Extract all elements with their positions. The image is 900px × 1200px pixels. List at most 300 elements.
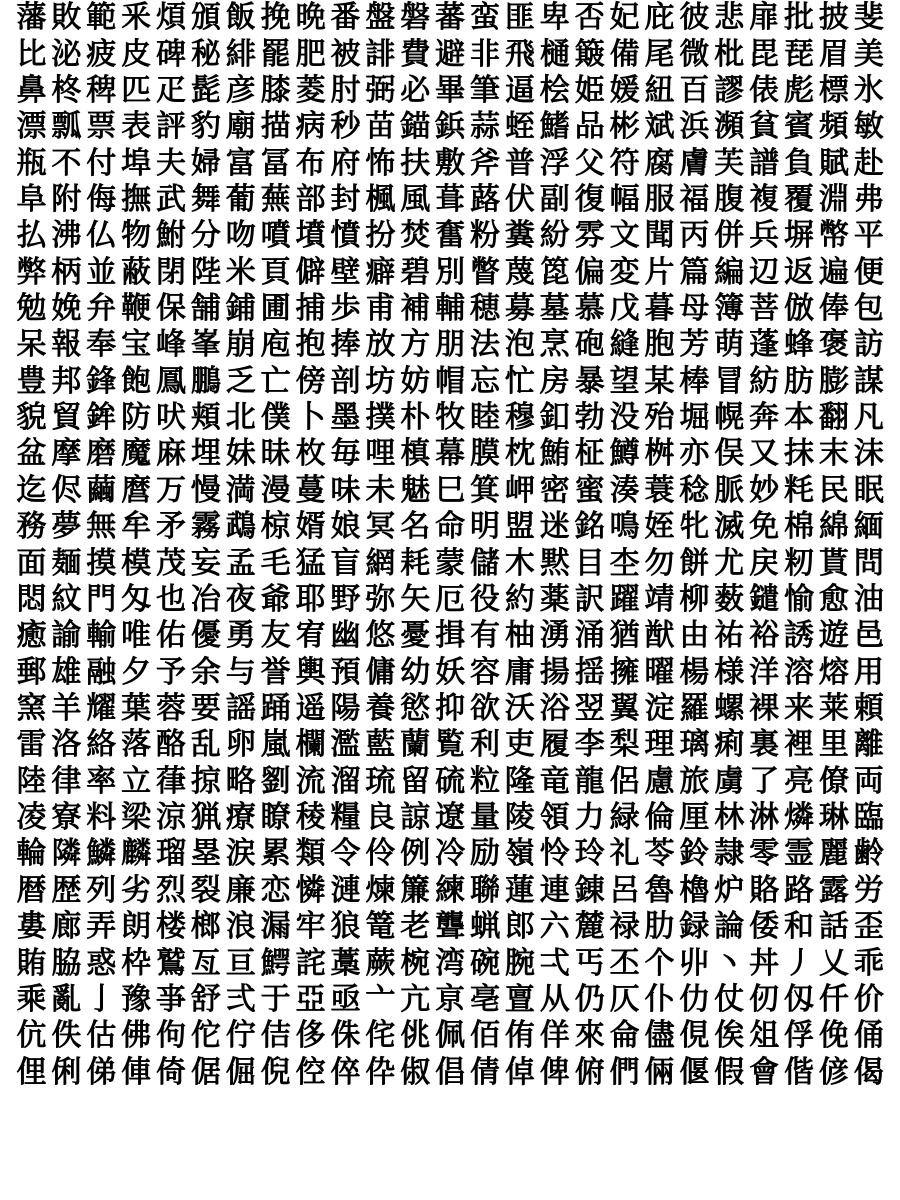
kanji-glyph: 法 [470, 327, 501, 363]
kanji-glyph: 輪 [16, 836, 47, 872]
kanji-glyph: 乱 [190, 727, 221, 763]
kanji-glyph: 箆 [539, 254, 570, 290]
kanji-glyph: 肘 [330, 72, 361, 108]
glyph-row [14, 364, 894, 400]
kanji-glyph: 嶺 [504, 836, 535, 872]
kanji-glyph: 佛 [121, 1018, 152, 1054]
kanji-glyph: 勿 [644, 545, 675, 581]
kanji-glyph: 沫 [853, 436, 884, 472]
kanji-glyph: 丙 [679, 218, 710, 254]
kanji-glyph: 碗 [470, 945, 501, 981]
kanji-glyph: 紛 [539, 218, 570, 254]
kanji-glyph: 祐 [714, 618, 745, 654]
kanji-glyph: 墳 [295, 218, 326, 254]
kanji-glyph: 苗 [365, 109, 396, 145]
kanji-glyph: 名 [400, 509, 431, 545]
kanji-glyph: 倥 [295, 1054, 326, 1090]
kanji-glyph: 枕 [504, 436, 535, 472]
kanji-glyph: 阜 [16, 181, 47, 217]
kanji-glyph: 楊 [679, 654, 710, 690]
kanji-glyph: 秘 [190, 36, 221, 72]
kanji-glyph: 流 [295, 763, 326, 799]
kanji-glyph: 霧 [190, 509, 221, 545]
kanji-glyph: 糧 [330, 800, 361, 836]
kanji-glyph: 乂 [818, 945, 849, 981]
kanji-glyph: 秒 [330, 109, 361, 145]
kanji-glyph: 弍 [225, 981, 256, 1017]
kanji-glyph: 茂 [156, 545, 186, 581]
kanji-glyph: 厄 [435, 581, 466, 617]
kanji-glyph: 枚 [295, 436, 326, 472]
kanji-glyph: 表 [121, 109, 152, 145]
kanji-glyph: 良 [365, 800, 396, 836]
kanji-glyph: 倣 [784, 291, 815, 327]
kanji-glyph: 廊 [51, 909, 82, 945]
kanji-glyph: 耶 [295, 581, 326, 617]
kanji-glyph: 齢 [853, 836, 884, 872]
kanji-glyph: 服 [644, 181, 675, 217]
kanji-glyph: 弗 [853, 181, 884, 217]
kanji-glyph: 洛 [51, 727, 82, 763]
kanji-glyph: 片 [644, 254, 675, 290]
kanji-glyph: 淋 [749, 800, 780, 836]
kanji-glyph: 舒 [190, 981, 221, 1017]
kanji-glyph: 揖 [435, 618, 466, 654]
glyph-row [14, 691, 894, 727]
kanji-glyph: 銘 [574, 509, 605, 545]
kanji-glyph: 剖 [330, 363, 361, 399]
kanji-glyph: 粒 [470, 763, 501, 799]
kanji-glyph: 普 [504, 145, 535, 181]
kanji-glyph: 養 [365, 691, 396, 726]
kanji-glyph: 劉 [260, 763, 291, 799]
kanji-glyph: 貰 [818, 545, 849, 581]
kanji-glyph: 憂 [400, 618, 431, 654]
kanji-glyph: 鱗 [86, 836, 117, 872]
kanji-glyph: 僕 [260, 400, 291, 436]
kanji-glyph: 彦 [225, 72, 256, 108]
kanji-glyph: 編 [714, 254, 745, 290]
kanji-glyph: 晩 [295, 0, 326, 36]
kanji-glyph: 曜 [644, 654, 675, 690]
kanji-glyph: 落 [121, 727, 152, 763]
kanji-glyph: 佯 [539, 1018, 570, 1054]
kanji-glyph: 否 [574, 0, 605, 36]
kanji-glyph: 猛 [295, 545, 326, 581]
kanji-glyph: 漂 [16, 109, 47, 145]
kanji-glyph: 棒 [679, 363, 710, 399]
kanji-glyph: 葎 [156, 763, 186, 799]
kanji-glyph: 萌 [714, 327, 745, 363]
kanji-glyph: 泡 [504, 327, 535, 363]
kanji-glyph: 膝 [260, 72, 291, 108]
kanji-glyph: 鰐 [260, 945, 291, 981]
kanji-glyph: 涼 [156, 800, 186, 836]
kanji-glyph: 妹 [225, 436, 256, 472]
kanji-glyph: 傭 [365, 654, 396, 690]
kanji-glyph: 佑 [156, 618, 186, 654]
kanji-glyph: 礼 [609, 836, 640, 872]
kanji-glyph: 問 [853, 545, 884, 581]
kanji-glyph: 覆 [784, 181, 815, 217]
kanji-glyph: 領 [539, 800, 570, 836]
kanji-glyph: 倡 [435, 1054, 466, 1090]
kanji-glyph: 鞭 [121, 291, 152, 327]
kanji-glyph: 了 [749, 763, 780, 799]
kanji-glyph: 蕃 [435, 0, 466, 36]
glyph-row [14, 255, 894, 291]
kanji-glyph: 婁 [16, 909, 47, 945]
kanji-glyph: 頒 [190, 0, 221, 36]
kanji-glyph: 譜 [749, 145, 780, 181]
kanji-glyph: 魅 [400, 472, 431, 508]
kanji-glyph: 櫓 [679, 872, 710, 908]
kanji-glyph: 鋒 [86, 363, 117, 399]
kanji-glyph: 悠 [365, 618, 396, 654]
kanji-glyph: 侖 [609, 1018, 640, 1054]
kanji-glyph: 炉 [714, 872, 745, 908]
kanji-glyph: 欄 [295, 727, 326, 763]
kanji-glyph: 亶 [504, 981, 535, 1017]
kanji-glyph: 捧 [330, 327, 361, 363]
kanji-glyph: 霊 [784, 836, 815, 872]
glyph-row [14, 145, 894, 181]
kanji-glyph: 棉 [784, 509, 815, 545]
kanji-glyph: 于 [260, 981, 291, 1017]
kanji-glyph: 諭 [51, 618, 82, 654]
kanji-glyph: 崩 [225, 327, 256, 363]
kanji-glyph: 蛭 [504, 109, 535, 145]
kanji-glyph: 賓 [784, 109, 815, 145]
kanji-glyph: 暦 [16, 872, 47, 908]
kanji-glyph: 葺 [435, 181, 466, 217]
glyph-row [14, 582, 894, 618]
kanji-glyph: 抑 [435, 691, 466, 726]
kanji-glyph: 鰭 [539, 109, 570, 145]
kanji-glyph: 俯 [574, 1054, 605, 1090]
kanji-glyph: 凡 [853, 400, 884, 436]
kanji-glyph: 丿 [784, 945, 815, 981]
kanji-glyph: 煩 [156, 0, 186, 36]
glyph-row [14, 291, 894, 327]
kanji-glyph: 融 [86, 654, 117, 690]
kanji-glyph: 例 [400, 836, 431, 872]
kanji-glyph: 敗 [51, 0, 82, 36]
kanji-glyph: 余 [190, 654, 221, 690]
kanji-glyph: 録 [679, 909, 710, 945]
kanji-glyph: 泌 [51, 36, 82, 72]
kanji-glyph: 侈 [295, 1018, 326, 1054]
kanji-glyph: 狼 [330, 909, 361, 945]
kanji-glyph: 伏 [504, 181, 535, 217]
kanji-glyph: 訪 [853, 327, 884, 363]
kanji-glyph: 湊 [609, 472, 640, 508]
kanji-glyph: 撲 [365, 400, 396, 436]
kanji-glyph: 脇 [51, 945, 82, 981]
kanji-glyph: 丼 [749, 945, 780, 981]
glyph-row [14, 218, 894, 254]
kanji-glyph: 癒 [16, 618, 47, 654]
kanji-glyph: 乖 [853, 945, 884, 981]
kanji-glyph: 杢 [609, 545, 640, 581]
kanji-glyph: 瞥 [470, 254, 501, 290]
kanji-glyph: 錬 [574, 872, 605, 908]
kanji-glyph: 論 [714, 909, 745, 945]
kanji-glyph: 斐 [853, 0, 884, 36]
kanji-glyph: 立 [121, 763, 152, 799]
kanji-glyph: 琳 [818, 800, 849, 836]
kanji-glyph: 憐 [295, 872, 326, 908]
kanji-glyph: 釦 [539, 400, 570, 436]
glyph-row [14, 327, 894, 363]
kanji-glyph: 亢 [400, 981, 431, 1017]
kanji-glyph: 湧 [539, 618, 570, 654]
kanji-glyph: 哩 [365, 436, 396, 472]
kanji-glyph: 批 [784, 0, 815, 36]
kanji-glyph: 墓 [539, 291, 570, 327]
kanji-glyph: 標 [818, 72, 849, 108]
kanji-glyph: 慮 [644, 763, 675, 799]
kanji-glyph: 亮 [784, 763, 815, 799]
kanji-glyph: 壁 [330, 254, 361, 290]
kanji-glyph: 龍 [574, 763, 605, 799]
kanji-glyph: 昧 [260, 436, 291, 472]
kanji-glyph: 倭 [749, 909, 780, 945]
kanji-glyph: 免 [749, 509, 780, 545]
kanji-glyph: 緬 [853, 509, 884, 545]
kanji-glyph: 揚 [539, 654, 570, 690]
kanji-glyph: 夫 [156, 145, 186, 181]
kanji-glyph: 稜 [295, 800, 326, 836]
kanji-glyph: 黙 [539, 545, 570, 581]
kanji-glyph: 呂 [609, 872, 640, 908]
kanji-glyph: 鼻 [16, 72, 47, 108]
kanji-glyph: 予 [156, 654, 186, 690]
kanji-glyph: 倩 [470, 1054, 501, 1090]
kanji-glyph: 貿 [51, 400, 82, 436]
kanji-glyph: 捕 [295, 291, 326, 327]
kanji-glyph: 漣 [330, 872, 361, 908]
kanji-glyph: 油 [853, 581, 884, 617]
kanji-glyph: 藩 [16, 0, 47, 36]
kanji-glyph: 六 [539, 909, 570, 945]
kanji-glyph: 濫 [330, 727, 361, 763]
kanji-glyph: 米 [225, 254, 256, 290]
kanji-glyph: 夜 [225, 581, 256, 617]
kanji-glyph: 歪 [853, 909, 884, 945]
kanji-glyph: 宥 [295, 618, 326, 654]
kanji-glyph: 燐 [784, 800, 815, 836]
kanji-glyph: 幼 [400, 654, 431, 690]
kanji-glyph: 奮 [435, 218, 466, 254]
kanji-glyph: 履 [539, 727, 570, 763]
kanji-glyph: 帽 [435, 363, 466, 399]
kanji-glyph: 募 [504, 291, 535, 327]
kanji-glyph: 目 [574, 545, 605, 581]
kanji-glyph: 歩 [330, 291, 361, 327]
kanji-glyph: 吠 [156, 400, 186, 436]
kanji-glyph: 偐 [818, 1054, 849, 1090]
kanji-glyph: 酪 [156, 727, 186, 763]
kanji-glyph: 理 [644, 727, 675, 763]
kanji-glyph: 娩 [51, 291, 82, 327]
kanji-glyph: 謡 [225, 691, 256, 726]
kanji-glyph: 嵐 [260, 727, 291, 763]
kanji-glyph: 俑 [853, 1018, 884, 1054]
kanji-glyph: 桧 [539, 72, 570, 108]
kanji-glyph: 武 [156, 181, 186, 217]
kanji-glyph: 躍 [609, 581, 640, 617]
kanji-glyph: 愉 [784, 581, 815, 617]
kanji-glyph: 藍 [365, 727, 396, 763]
kanji-glyph: 雰 [574, 218, 605, 254]
kanji-glyph: 磨 [86, 436, 117, 472]
kanji-glyph: 亡 [260, 363, 291, 399]
kanji-glyph: 分 [190, 218, 221, 254]
kanji-glyph: 菱 [295, 72, 326, 108]
kanji-glyph: 鱒 [609, 436, 640, 472]
kanji-glyph: 穂 [470, 291, 501, 327]
kanji-glyph: 料 [86, 800, 117, 836]
kanji-glyph: 蜂 [784, 327, 815, 363]
kanji-glyph: 仟 [818, 981, 849, 1017]
kanji-glyph: 眉 [818, 36, 849, 72]
kanji-glyph: 老 [400, 909, 431, 945]
kanji-glyph: 暴 [574, 363, 605, 399]
kanji-glyph: 糞 [504, 218, 535, 254]
kanji-glyph: 複 [749, 181, 780, 217]
kanji-glyph: 丐 [574, 945, 605, 981]
kanji-glyph: 毛 [260, 545, 291, 581]
kanji-glyph: 巳 [435, 472, 466, 508]
kanji-glyph: 羊 [51, 691, 82, 726]
kanji-glyph: 堀 [679, 400, 710, 436]
kanji-glyph: 篇 [679, 254, 710, 290]
kanji-glyph: 芙 [714, 145, 745, 181]
kanji-glyph: 伶 [365, 836, 396, 872]
kanji-glyph: 隆 [504, 763, 535, 799]
kanji-glyph: 緑 [609, 800, 640, 836]
kanji-glyph: 浪 [225, 909, 256, 945]
kanji-glyph: 儲 [470, 545, 501, 581]
kanji-glyph: 倅 [330, 1054, 361, 1090]
kanji-glyph: 宝 [121, 327, 152, 363]
kanji-glyph: 用 [853, 654, 884, 690]
kanji-glyph: 偕 [784, 1054, 815, 1090]
kanji-glyph: 由 [679, 618, 710, 654]
glyph-row [14, 800, 894, 836]
kanji-glyph: 俛 [818, 1018, 849, 1054]
kanji-glyph: 亊 [156, 981, 186, 1017]
kanji-glyph: 錨 [400, 109, 431, 145]
kanji-glyph: 麺 [51, 545, 82, 581]
kanji-glyph: 倬 [504, 1054, 535, 1090]
kanji-glyph: 励 [470, 836, 501, 872]
kanji-glyph: 彼 [679, 0, 710, 36]
kanji-glyph: 蔑 [504, 254, 535, 290]
kanji-glyph: 煉 [365, 872, 396, 908]
kanji-glyph: 梁 [121, 800, 152, 836]
kanji-glyph: 摸 [86, 545, 117, 581]
kanji-glyph: 覧 [435, 727, 466, 763]
kanji-glyph: 魔 [121, 436, 152, 472]
kanji-glyph: 郎 [504, 909, 535, 945]
kanji-glyph: 蓑 [644, 472, 675, 508]
kanji-glyph: 郵 [16, 654, 47, 690]
kanji-glyph: 磐 [400, 0, 431, 36]
kanji-glyph: 返 [784, 254, 815, 290]
kanji-glyph: 盆 [16, 436, 47, 472]
kanji-glyph: 腹 [714, 181, 745, 217]
kanji-glyph: 斧 [470, 145, 501, 181]
kanji-glyph: 慾 [400, 691, 431, 726]
kanji-glyph: 幅 [609, 181, 640, 217]
kanji-glyph: 美 [853, 36, 884, 72]
kanji-glyph: 樋 [539, 36, 570, 72]
kanji-glyph: 奉 [86, 327, 117, 363]
kanji-glyph: 蓉 [156, 691, 186, 726]
kanji-glyph: 沸 [51, 218, 82, 254]
kanji-glyph: 揺 [574, 654, 605, 690]
kanji-glyph: 逼 [504, 72, 535, 108]
kanji-glyph: 倪 [260, 1054, 291, 1090]
kanji-glyph: 舞 [190, 181, 221, 217]
kanji-glyph: 愈 [818, 581, 849, 617]
kanji-glyph: 彪 [784, 72, 815, 108]
kanji-glyph: 命 [435, 509, 466, 545]
kanji-glyph: 諒 [400, 800, 431, 836]
kanji-glyph: 溶 [784, 654, 815, 690]
kanji-glyph: 碧 [400, 254, 431, 290]
kanji-glyph: 朋 [435, 327, 466, 363]
kanji-glyph: 伉 [16, 1018, 47, 1054]
kanji-glyph: 矛 [156, 509, 186, 545]
kanji-glyph: 姫 [574, 72, 605, 108]
kanji-glyph: 弁 [86, 291, 117, 327]
kanji-glyph: 摩 [51, 436, 82, 472]
kanji-glyph: 篭 [365, 909, 396, 945]
kanji-glyph: 牧 [435, 400, 466, 436]
kanji-glyph: 翻 [818, 400, 849, 436]
kanji-glyph: 迷 [539, 509, 570, 545]
kanji-glyph: 枠 [121, 945, 152, 981]
kanji-glyph: 倆 [644, 1054, 675, 1090]
kanji-glyph: 洋 [749, 654, 780, 690]
kanji-glyph: 噴 [260, 218, 291, 254]
kanji-glyph: 輔 [435, 291, 466, 327]
kanji-glyph: 毎 [330, 436, 361, 472]
kanji-glyph: 娘 [330, 509, 361, 545]
kanji-glyph: 褒 [818, 327, 849, 363]
kanji-glyph: 丕 [609, 945, 640, 981]
kanji-glyph: 莱 [818, 691, 849, 726]
kanji-glyph: 復 [574, 181, 605, 217]
kanji-glyph: 冥 [365, 509, 396, 545]
kanji-glyph: 仗 [714, 981, 745, 1017]
kanji-glyph: 幕 [435, 436, 466, 472]
kanji-glyph: 頻 [818, 109, 849, 145]
kanji-glyph: 寮 [51, 800, 82, 836]
kanji-glyph: 裕 [749, 618, 780, 654]
kanji-glyph: 亦 [679, 436, 710, 472]
glyph-row [14, 36, 894, 72]
kanji-glyph: 熔 [818, 654, 849, 690]
kanji-glyph: 墨 [330, 400, 361, 436]
kanji-glyph: 亞 [295, 981, 326, 1017]
kanji-glyph: 魯 [644, 872, 675, 908]
kanji-glyph: 鵡 [225, 509, 256, 545]
kanji-glyph: 比 [16, 36, 47, 72]
